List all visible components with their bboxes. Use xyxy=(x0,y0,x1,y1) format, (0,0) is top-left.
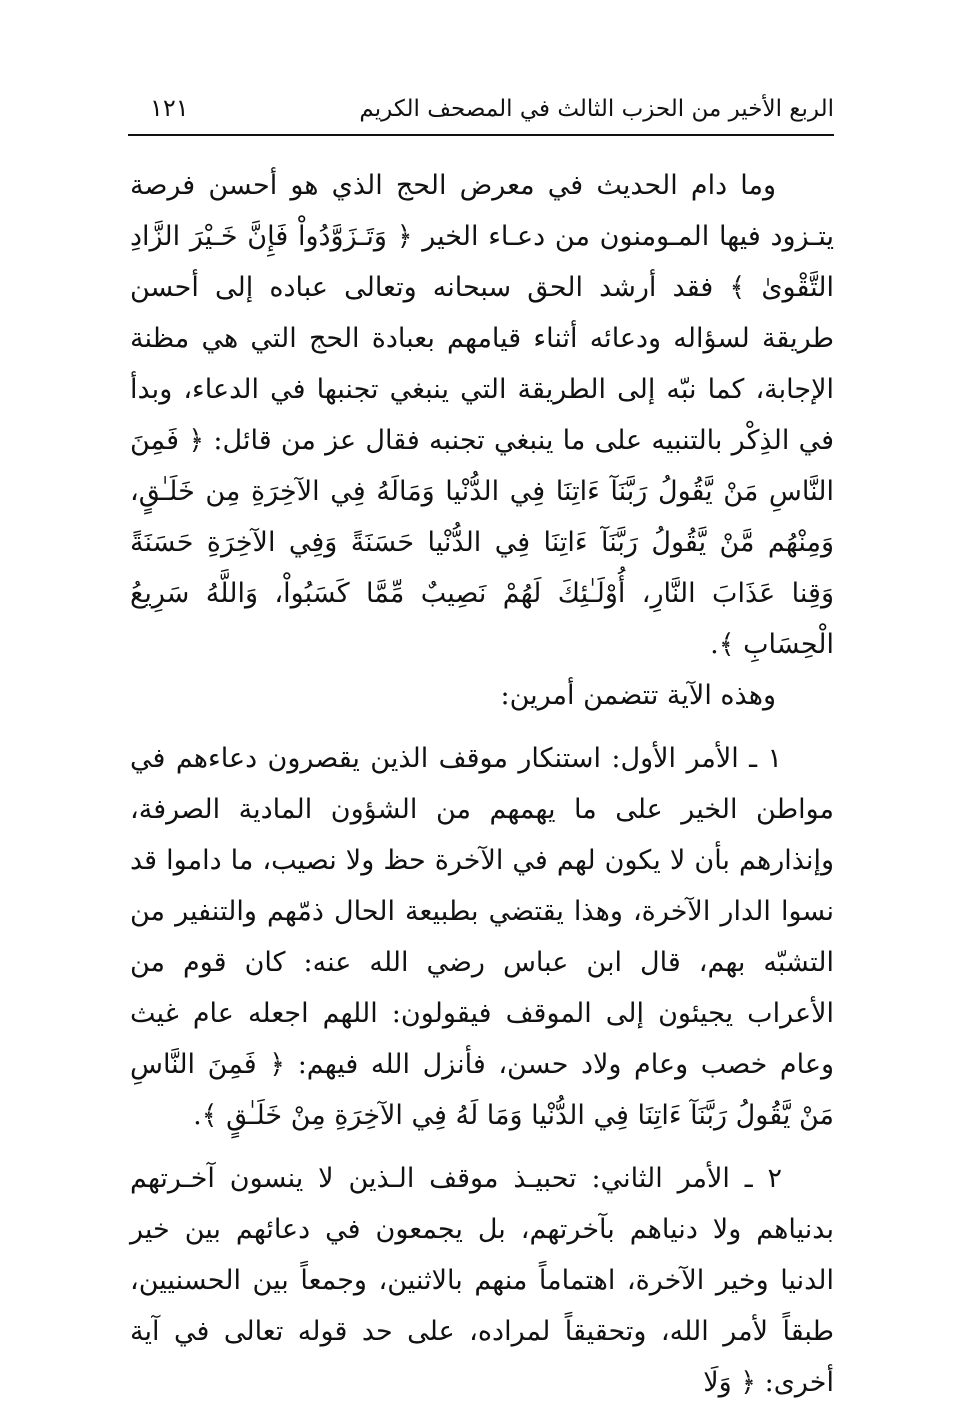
body-text xyxy=(130,160,834,1408)
page-number: ١٢١ xyxy=(150,94,189,122)
paragraph-second-matter: ٢ ـ الأمر الثاني: تحبيـذ موقف الـذين لا ينسون آخـرتهم بدنياهم ولا دنياهم بآخرتهم، بل يجمعون في دعائهم بين خير الدنيا وخير الآخرة، اهتماماً منهم بالاثنين، وجمعاً بين الحسنيين، طبقاً لأمر الله، وتحقيقاً لمراده، على حد قوله تعالى في آية أخرى: ﴿ وَلَا xyxy=(130,1163,834,1398)
paragraph-verse-contains: وهذه الآية تتضمن أمرين: xyxy=(500,680,776,711)
running-header xyxy=(128,92,834,132)
paragraph-intro: وما دام الحديث في معرض الحج الذي هو أحسن فرصة يتـزود فيها المـومنون من دعـاء الخير ﴿ وَتَـزَوَّدُواْ فَإِنَّ خَـيْرَ الزَّادِ التَّقْوىٰ ﴾ فقد أرشد الحق سبحانه وتعالى عباده إلى أحسن طريقة لسؤاله ودعائه أثناء قيامهم بعبادة الحج التي هي مظنة الإجابة، كما نبّه إلى الطريقة التي ينبغي تجنبها في الدعاء، وبدأ في الذِكْر بالتنبيه على ما ينبغي تجنبه فقال عز من قائل: ﴿ فَمِنَ النَّاسِ مَنْ يَّقُولُ رَبَّنَآ ءَاتِنَا فِي الدُّنْيا وَمَالَهُ فِي الآخِرَةِ مِن خَلَـٰقٍ، وَمِنْهُم مَّنْ يَّقُولُ رَبَّنَآ ءَاتِنَا فِي الدُّنْيا حَسَنَةً وَفِي الآخِرَةِ حَسَنَةً وَقِنا عَذَابَ النَّارِ، أُوْلَـٰئِكَ لَهُمْ نَصِيبٌ مِّمَّا كَسَبُواْ، وَاللَّهُ سَرِيعُ الْحِسَابِ ﴾. xyxy=(130,170,834,660)
running-title: الربع الأخير من الحزب الثالث في المصحف الكريم xyxy=(359,96,834,122)
header-rule xyxy=(128,134,834,136)
paragraph-first-matter: ١ ـ الأمر الأول: استنكار موقف الذين يقصرون دعاءهم في مواطن الخير على ما يهمهم من الشؤون المادية الصرفة، وإنذارهم بأن لا يكون لهم في الآخرة حظ ولا نصيب، ما داموا قد نسوا الدار الآخرة، وهذا يقتضي بطبيعة الحال ذمّهم والتنفير من التشبّه بهم، قال ابن عباس رضي الله عنه: كان قوم من الأعراب يجيئون إلى الموقف فيقولون: اللهم اجعله عام غيث وعام خصب وعام ولاد حسن، فأنزل الله فيهم: ﴿ فَمِنَ النَّاسِ مَنْ يَّقُولُ رَبَّنَآ ءَاتِنَا فِي الدُّنْيا وَمَا لَهُ فِي الآخِرَةِ مِنْ خَلَـٰقٍ ﴾. xyxy=(130,743,834,1131)
